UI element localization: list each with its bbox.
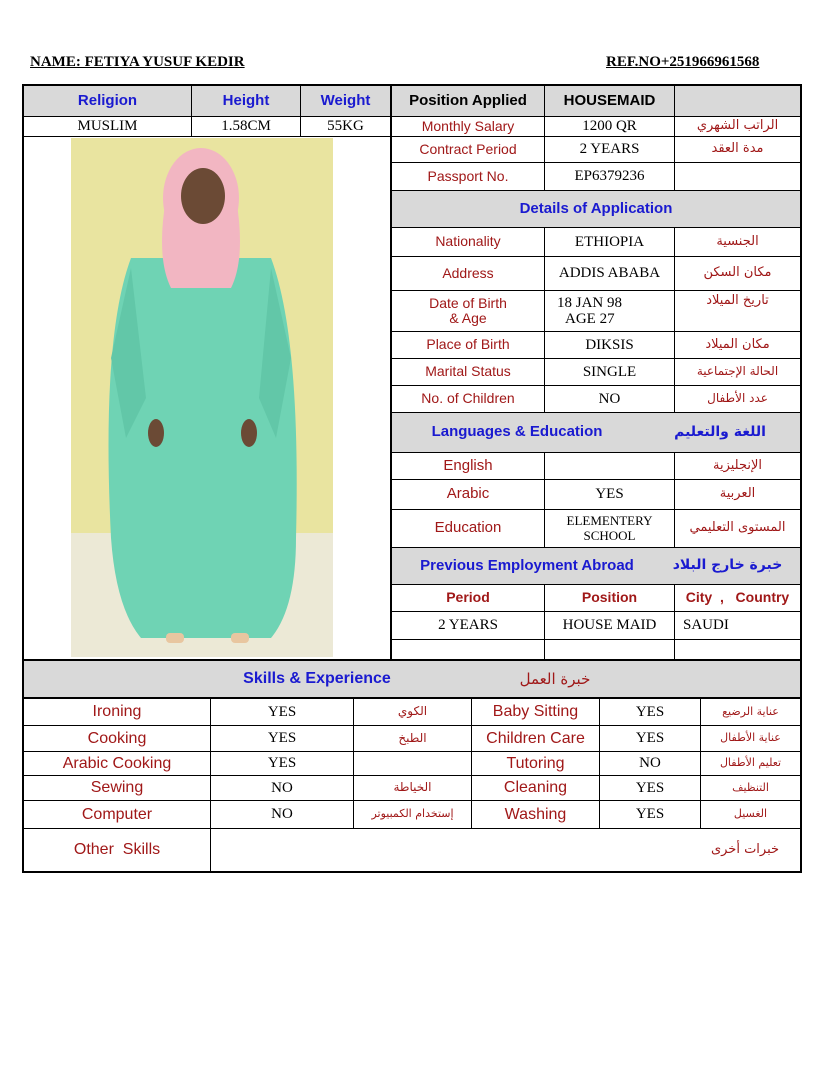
education-line1: ELEMENTERY xyxy=(566,513,653,529)
english-value xyxy=(545,453,674,479)
address-label: Address xyxy=(442,264,494,281)
reference-number: REF.NO+251966961568 xyxy=(606,54,760,70)
skill-sewing-label: Sewing xyxy=(90,779,144,797)
line xyxy=(391,639,802,640)
height-value: 1.58CM xyxy=(221,118,271,135)
skill-tutoring-label: Tutoring xyxy=(506,754,565,772)
skill-children-care-arabic: عناية الأطفال xyxy=(720,731,781,745)
children-label: No. of Children xyxy=(421,390,515,407)
nationality-value: ETHIOPIA xyxy=(574,233,645,250)
skill-arabic-cooking-arabic xyxy=(354,752,471,775)
dob-label-line1: Date of Birth xyxy=(429,294,507,311)
employment-period-header: Period xyxy=(446,589,490,606)
details-title: Details of Application xyxy=(519,199,673,217)
education-value xyxy=(545,510,674,547)
dob-arabic: تاريخ الميلاد xyxy=(706,292,769,308)
skill-arabic-cooking-value: YES xyxy=(267,755,297,772)
arabic-value: YES xyxy=(595,486,624,503)
passport-label: Passport No. xyxy=(427,167,509,184)
dob-value xyxy=(545,291,674,331)
monthly-salary-label: Monthly Salary xyxy=(421,117,515,134)
skill-baby-sitting-label: Baby Sitting xyxy=(492,703,579,721)
employment-title: Previous Employment Abroad xyxy=(420,556,634,574)
religion-value: MUSLIM xyxy=(77,118,138,135)
skill-ironing-value: YES xyxy=(267,703,297,720)
education-label: Education xyxy=(434,519,502,537)
skills-title: Skills & Experience xyxy=(243,670,391,688)
weight-value: 55KG xyxy=(327,118,364,135)
monthly-salary-value: 1200 QR xyxy=(582,118,637,135)
arabic-arabic: العربية xyxy=(719,486,756,502)
english-arabic: الإنجليزية xyxy=(712,457,763,473)
skill-arabic-cooking-label: Arabic Cooking xyxy=(62,754,172,772)
other-skills-label: Other Skills xyxy=(73,841,161,859)
contract-period-value: 2 YEARS xyxy=(579,141,640,158)
contract-period-label: Contract Period xyxy=(419,140,517,157)
skill-tutoring-arabic: تعليم الأطفال xyxy=(719,756,782,770)
contract-period-arabic: مدة العقد xyxy=(711,141,764,157)
employment-position-value: HOUSE MAID xyxy=(562,617,657,634)
skill-sewing-arabic: الخياطة xyxy=(393,780,432,795)
skill-computer-value: NO xyxy=(271,806,293,823)
skill-cleaning-arabic: التنظيف xyxy=(732,780,769,794)
languages-title-arabic: اللغة والتعليم xyxy=(674,423,766,440)
dob-date: 18 JAN 98 xyxy=(557,294,623,311)
place-of-birth-value: DIKSIS xyxy=(585,336,634,353)
marital-status-value: SINGLE xyxy=(582,363,637,380)
place-of-birth-arabic: مكان الميلاد xyxy=(705,336,770,352)
dob-label xyxy=(392,291,544,331)
position-applied-value: HOUSEMAID xyxy=(563,91,656,109)
line xyxy=(23,871,802,873)
skill-cleaning-value: YES xyxy=(635,779,665,796)
employment-country-value: SAUDI xyxy=(683,617,729,634)
nationality-arabic: الجنسية xyxy=(716,233,759,249)
other-skills-arabic: خبرات أخرى xyxy=(710,841,780,857)
skill-tutoring-value: NO xyxy=(639,755,661,772)
applicant-photo-illustration xyxy=(71,138,333,657)
applicant-name: NAME: FETIYA YUSUF KEDIR xyxy=(30,54,245,70)
skill-computer-arabic: إستخدام الكمبيوتر xyxy=(371,807,454,821)
skill-cleaning-label: Cleaning xyxy=(503,779,568,797)
skill-washing-value: YES xyxy=(635,806,665,823)
employment-position-header: Position xyxy=(581,589,638,606)
education-line2: SCHOOL xyxy=(583,527,636,543)
marital-status-arabic: الحالة الإجتماعية xyxy=(696,364,779,379)
skills-title-arabic: خبرة العمل xyxy=(519,669,591,688)
address-arabic: مكان السكن xyxy=(703,265,772,281)
english-label: English xyxy=(443,456,493,474)
age-value: AGE 27 xyxy=(565,311,615,327)
skill-ironing-arabic: الكوي xyxy=(397,704,428,719)
passport-value: EP6379236 xyxy=(574,168,645,185)
skill-washing-label: Washing xyxy=(504,805,567,823)
place-of-birth-label: Place of Birth xyxy=(426,336,510,353)
skill-sewing-value: NO xyxy=(271,779,293,796)
skill-computer-label: Computer xyxy=(81,805,153,823)
skill-cooking-label: Cooking xyxy=(87,729,147,747)
marital-status-label: Marital Status xyxy=(425,363,511,380)
skill-cooking-arabic: الطبخ xyxy=(398,730,427,745)
skill-children-care-label: Children Care xyxy=(486,729,585,747)
employment-country-header: City , Country xyxy=(685,589,790,606)
employment-period-value: 2 YEARS xyxy=(438,617,498,634)
employment-title-arabic: خبرة خارج البلاد xyxy=(672,557,783,574)
languages-title: Languages & Education xyxy=(431,423,603,441)
religion-label: Religion xyxy=(77,91,138,109)
children-arabic: عدد الأطفال xyxy=(707,391,768,406)
skill-baby-sitting-value: YES xyxy=(635,703,665,720)
applicant-photo xyxy=(71,138,333,657)
skill-baby-sitting-arabic: عناية الرضيع xyxy=(722,704,779,718)
monthly-salary-arabic: الراتب الشهري xyxy=(696,118,779,134)
children-value: NO xyxy=(598,390,621,407)
skill-children-care-value: YES xyxy=(635,730,665,747)
arabic-label: Arabic xyxy=(446,485,490,503)
weight-label: Weight xyxy=(320,91,371,109)
skill-washing-arabic: الغسيل xyxy=(733,807,768,821)
height-label: Height xyxy=(222,91,270,109)
skill-cooking-value: YES xyxy=(267,730,297,747)
address-value: ADDIS ABABA xyxy=(558,265,661,282)
education-arabic: المستوى التعليمي xyxy=(689,520,786,536)
position-applied-label: Position Applied xyxy=(409,91,527,109)
line xyxy=(23,136,391,137)
skill-ironing-label: Ironing xyxy=(92,703,142,721)
nationality-label: Nationality xyxy=(435,233,501,250)
dob-label-line2: & Age xyxy=(449,310,487,326)
line xyxy=(800,84,802,873)
